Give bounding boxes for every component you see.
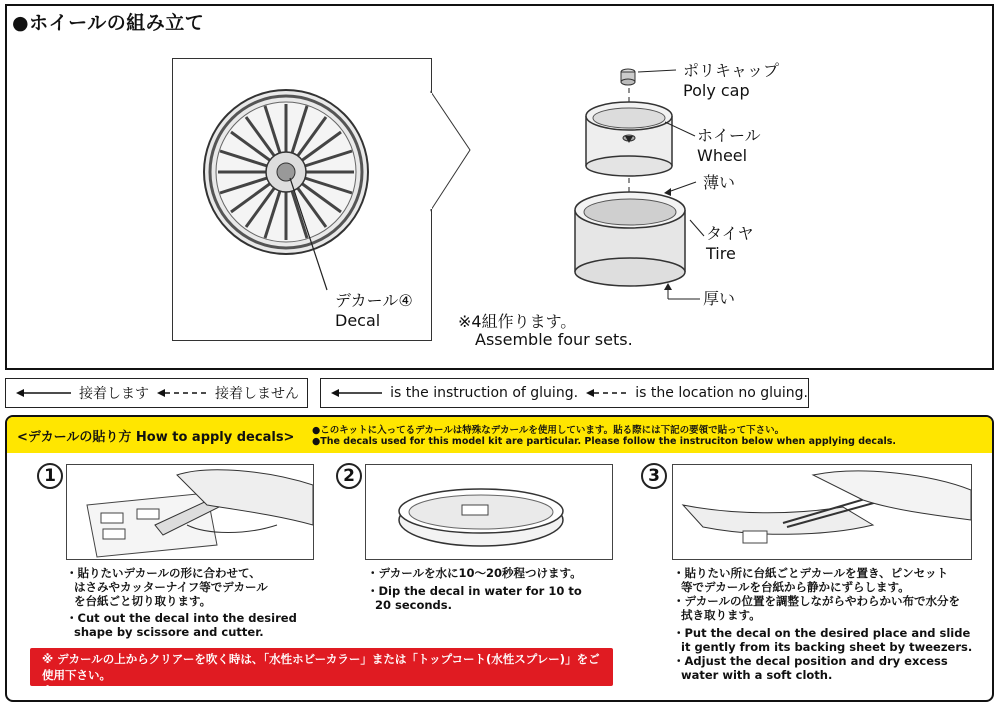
wheel-face-icon: [204, 90, 368, 254]
step-3-en-4: water with a soft cloth.: [681, 668, 833, 682]
glue-text-jp: 接着します: [79, 386, 149, 402]
step-3-en-1: ・Put the decal on the desired place and slide: [673, 626, 971, 640]
step-3-jp-2: 等でデカールを台紙から静かにずらします。: [681, 580, 910, 594]
section-title: ●ホイールの組み立て: [12, 12, 205, 34]
cutting-decal-icon: [67, 465, 313, 559]
decal-label-en: Decal: [335, 311, 381, 330]
thin-label: 薄い: [703, 173, 736, 192]
decal-note-jp: ●このキットに入ってるデカールは特殊なデカールを使用しています。貼る際には下記の要領で貼って下さい。: [312, 425, 785, 436]
step-2-jp-1: ・デカールを水に10～20秒程つけます。: [367, 566, 582, 580]
poly-cap-label-jp: ポリキャップ: [683, 61, 780, 80]
step-3-jp-4: 拭き取ります。: [681, 608, 761, 622]
step-3-jp-1: ・貼りたい所に台紙ごとデカールを置き、ピンセット: [673, 566, 949, 580]
four-sets-note-jp: ※4組作ります。: [458, 312, 577, 331]
step-1-number: 1: [37, 463, 63, 489]
wheel-label-en: Wheel: [697, 146, 748, 165]
step-3-en-3: ・Adjust the decal position and dry excess: [673, 654, 948, 668]
step-1-illustration: [66, 464, 314, 560]
decal-note-en: ●The decals used for this model kit are particular. Please follow the instruciton below when applying decals.: [312, 436, 896, 447]
step-1-jp-1: ・貼りたいデカールの形に合わせて、: [66, 566, 261, 580]
warning-en: ※ Please use water paint or topcoat when spraying over decals.: [42, 684, 459, 698]
decal-title: <デカールの貼り方 How to apply decals>: [17, 430, 295, 445]
dashed-arrow-icon: [586, 388, 627, 398]
step-1-en-1: ・Cut out the decal into the desired: [66, 611, 297, 625]
step-3-illustration: [672, 464, 972, 560]
step-3-number: 3: [641, 463, 667, 489]
no-glue-text-jp: 接着しません: [215, 386, 299, 402]
tire-label-en: Tire: [706, 244, 736, 263]
dashed-arrow-icon: [157, 388, 207, 398]
tire-icon: [575, 192, 685, 286]
step-1-jp-3: を台紙ごと切り取ります。: [74, 594, 212, 608]
step-3-en-2: it gently from its backing sheet by tweezers.: [681, 640, 973, 654]
callout-pointer: [431, 92, 470, 210]
step-1-jp-2: はさみやカッターナイフ等でデカール: [74, 580, 268, 594]
warning-jp: ※ デカールの上からクリアーを吹く時は、「水性ホビーカラー」または「トップコート(水性スプレー)」をご使用下さい。: [42, 652, 600, 682]
water-dish-icon: [366, 465, 612, 559]
thick-label: 厚い: [703, 289, 736, 308]
poly-cap-icon: [621, 69, 635, 85]
no-glue-text-en: is the location no gluing.: [635, 385, 808, 401]
four-sets-note-en: Assemble four sets.: [475, 330, 633, 349]
spray-warning-banner: [30, 648, 613, 698]
step-2-illustration: [365, 464, 613, 560]
solid-arrow-icon: [16, 388, 71, 398]
tire-label-jp: タイヤ: [706, 224, 754, 243]
step-2-en-1: ・Dip the decal in water for 10 to: [367, 584, 582, 598]
applying-decal-icon: [673, 465, 971, 559]
step-1-en-2: shape by scissore and cutter.: [74, 625, 264, 639]
step-2-en-2: 20 seconds.: [375, 598, 453, 612]
glue-legend-en: [320, 378, 809, 408]
decal-label-jp: デカール④: [335, 291, 413, 310]
solid-arrow-icon: [331, 388, 382, 398]
glue-text-en: is the instruction of gluing.: [390, 385, 579, 401]
step-2-number: 2: [336, 463, 362, 489]
step-3-jp-3: ・デカールの位置を調整しながらやわらかい布で水分を: [673, 594, 961, 608]
glue-legend-jp: [5, 378, 308, 408]
poly-cap-label-en: Poly cap: [683, 81, 750, 100]
wheel-label-jp: ホイール: [697, 126, 761, 145]
